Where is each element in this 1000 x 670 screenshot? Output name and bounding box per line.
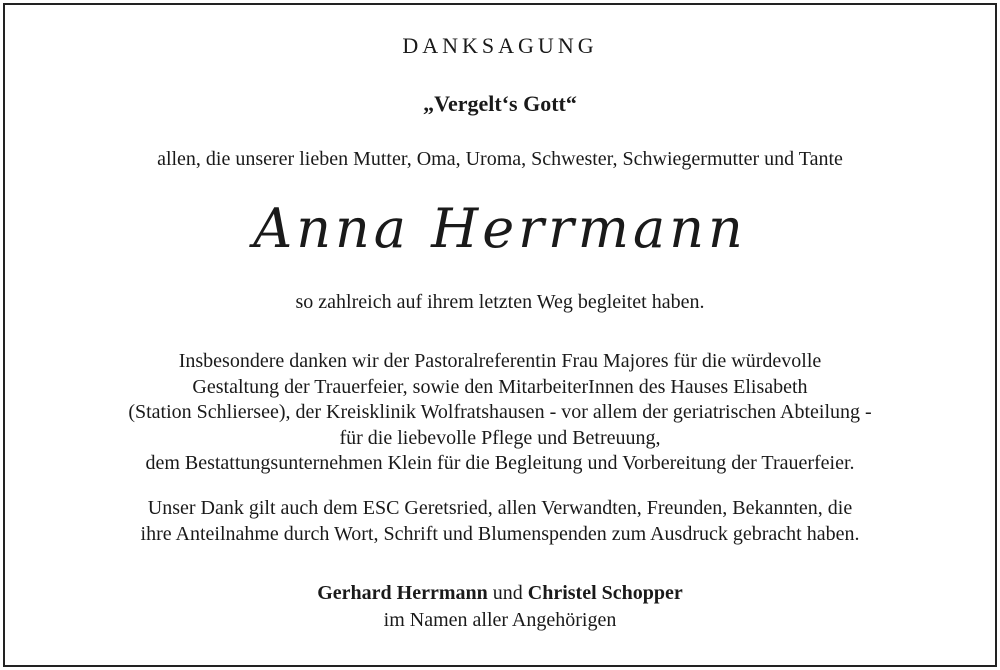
- motto: „Vergelt‘s Gott“: [423, 91, 577, 116]
- signer-name: Gerhard Herrmann: [317, 582, 488, 604]
- paragraph-line: für die liebevolle Pflege und Betreuung,: [339, 426, 661, 449]
- paragraph-line: (Station Schliersee), der Kreisklinik Wolfratshausen - vor allem der geriatrischen Abteilung -: [128, 401, 872, 423]
- notice-heading: DANKSAGUNG: [402, 33, 598, 58]
- paragraph-line: dem Bestattungsunternehmen Klein für die Begleitung und Vorbereitung der Trauerfeier.: [145, 452, 855, 474]
- deceased-name: Anna Herrmann: [253, 197, 747, 260]
- paragraph-line: Unser Dank gilt auch dem ESC Geretsried, allen Verwandten, Freunden, Bekannten, die: [147, 497, 853, 519]
- on-behalf-line: im Namen aller Angehörigen: [383, 609, 617, 631]
- signers-line: [0, 580, 1000, 606]
- after-name-line: so zahlreich auf ihrem letzten Weg begleitet haben.: [295, 291, 705, 313]
- intro-line: allen, die unserer lieben Mutter, Oma, Uroma, Schwester, Schwiegermutter und Tante: [157, 148, 843, 170]
- paragraph-line: Gestaltung der Trauerfeier, sowie den MitarbeiterInnen des Hauses Elisabeth: [192, 375, 808, 398]
- thanks-paragraph-1: [10, 349, 990, 477]
- signer-name: Christel Schopper: [527, 582, 683, 604]
- signer-connector: und: [492, 582, 523, 604]
- thanks-paragraph-2: [10, 496, 990, 547]
- paragraph-line: ihre Anteilnahme durch Wort, Schrift und Blumenspenden zum Ausdruck gebracht haben.: [140, 522, 860, 545]
- paragraph-line: Insbesondere danken wir der Pastoralreferentin Frau Majores für die würdevolle: [178, 350, 822, 372]
